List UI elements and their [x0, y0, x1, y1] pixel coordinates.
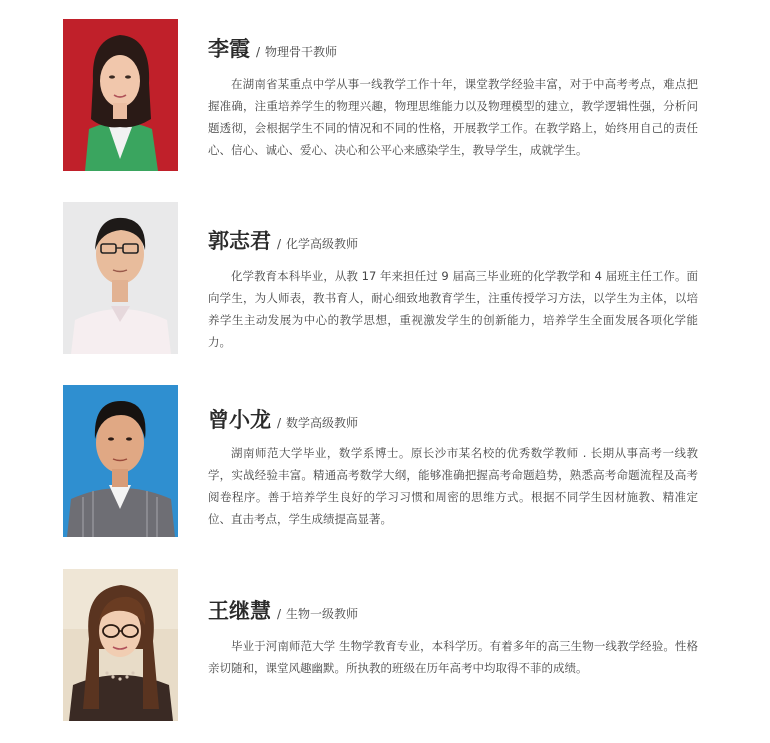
teacher-bio: 湖南师范大学毕业，数学系博士。原长沙市某名校的优秀数学教师 . 长期从事高考一线教学，实战经验丰富。精通高考数学大纲，能够准确把握高考命题趋势，熟悉高考命题流程及高考阅卷程序。善于培养学生良好的学习习惯和周密的思维方式。根据不同学生因材施教、精准定位、直击考点，学生成绩提高显著。: [208, 446, 698, 526]
teacher-heading: [208, 405, 358, 438]
teacher-title: 化学高级教师: [286, 237, 359, 251]
teacher-heading: [208, 226, 358, 259]
teacher-title: 数学高级教师: [286, 416, 359, 430]
separator: /: [277, 237, 282, 251]
separator: /: [277, 607, 282, 621]
portrait-image: [63, 385, 178, 537]
teacher-heading: [208, 596, 358, 629]
teacher-name: 王继慧: [208, 599, 271, 623]
teacher-bio: 化学教育本科毕业，从教 17 年来担任过 9 届高三毕业班的化学教学和 4 届班主任工作。面向学生，为人师表，教书育人，耐心细致地教育学生，注重传授学习方法，以学生为主体，以培养学生主动发展为中心的教学思想，重视激发学生的创新能力，培养学生全面发展各项化学能力。: [208, 269, 698, 349]
teacher-title: 物理骨干教师: [265, 45, 338, 59]
teacher-photo: [63, 385, 178, 537]
portrait-image: [63, 202, 178, 354]
teacher-bio: 毕业于河南师范大学 生物学教育专业，本科学历。有着多年的高三生物一线教学经验。性格亲切随和，课堂风趣幽默。所执教的班级在历年高考中均取得不菲的成绩。: [208, 639, 698, 675]
separator: /: [256, 45, 261, 59]
teacher-bio: 在湖南省某重点中学从事一线教学工作十年，课堂教学经验丰富，对于中高考考点，难点把握准确，注重培养学生的物理兴趣，物理思维能力以及物理模型的建立，教学逻辑性强，分析问题透彻，会根据学生不同的情况和不同的性格，开展教学工作。在教学路上，始终用自己的责任心、信心、诚心、爱心、决心和公平心来感染学生，教导学生，成就学生。: [208, 77, 698, 157]
separator: /: [277, 416, 282, 430]
teacher-title: 生物一级教师: [286, 607, 359, 621]
teacher-photo: [63, 19, 178, 171]
teacher-photo: [63, 202, 178, 354]
teacher-heading: [208, 34, 337, 67]
portrait-image: [63, 569, 178, 721]
teacher-name: 李霞: [208, 37, 250, 61]
portrait-image: [63, 19, 178, 171]
teacher-photo: [63, 569, 178, 721]
teacher-name: 郭志君: [208, 229, 271, 253]
teacher-name: 曾小龙: [208, 408, 271, 432]
